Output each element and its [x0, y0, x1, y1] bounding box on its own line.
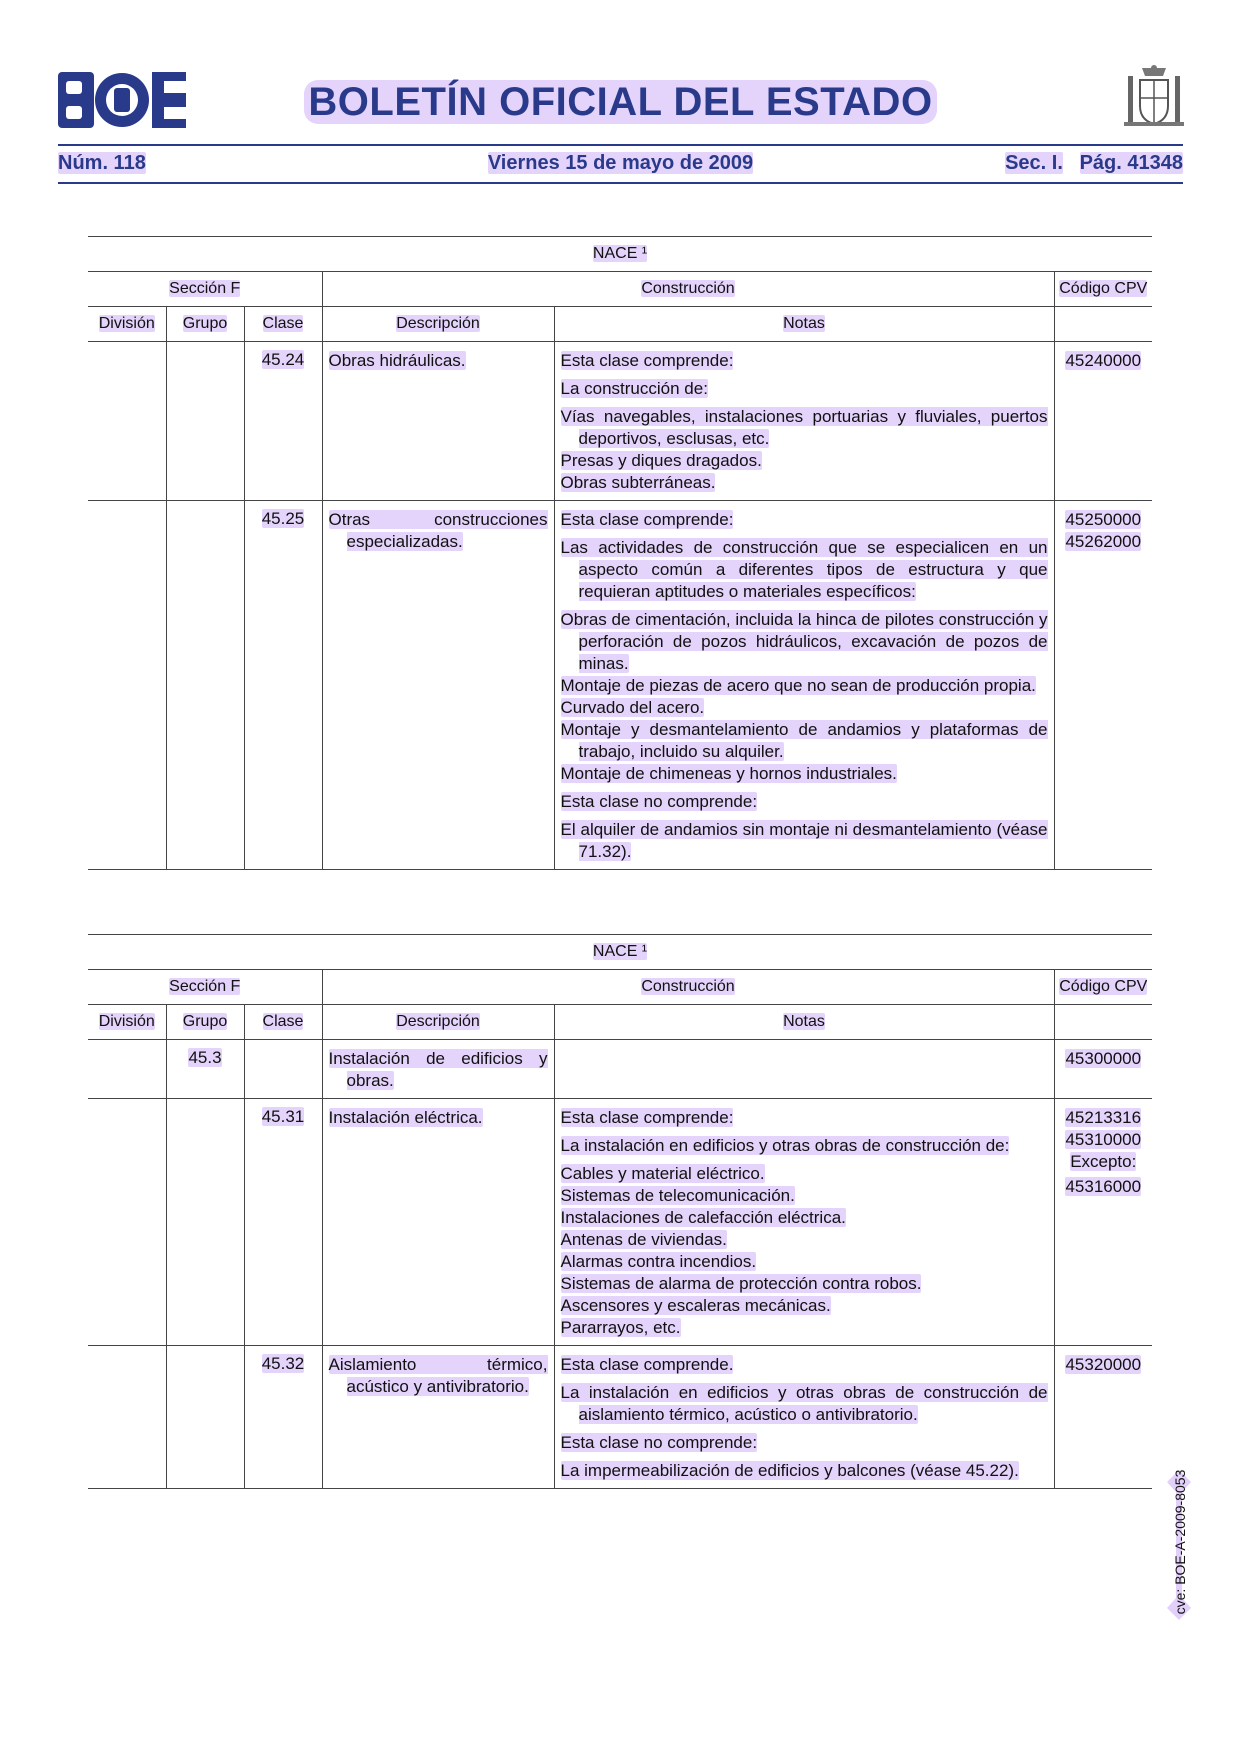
col-cpv — [1054, 1005, 1152, 1040]
cell-cpv — [1054, 1346, 1152, 1489]
cell-grupo: 45.3 — [166, 1040, 244, 1099]
note-line: Sistemas de alarma de protección contra robos. — [560, 1274, 922, 1293]
table-row — [88, 1346, 1152, 1489]
note-line: La instalación en edificios y otras obras de construcción de aislamiento térmico, acústico o antivibratorio. — [560, 1383, 1048, 1424]
coat-of-arms-icon — [1118, 62, 1190, 134]
note-line: Obras de cimentación, incluida la hinca de pilotes construcción y perforación de pozos hidráulicos, excavación de pozos de minas. — [560, 610, 1048, 673]
note-line: Montaje de chimeneas y hornos industriales. — [560, 764, 897, 783]
cell-notas — [554, 1040, 1054, 1099]
col-division: División — [88, 1005, 166, 1040]
cpv-header: Código CPV — [1054, 272, 1152, 307]
col-division: División — [88, 307, 166, 342]
issue-number: Núm. 118 — [58, 152, 146, 174]
cell-notas — [554, 342, 1054, 501]
cell-clase: 45.32 — [244, 1346, 322, 1489]
nace-table-2 — [88, 934, 1152, 1489]
col-descripcion: Descripción — [322, 1005, 554, 1040]
note-line: Antenas de viviendas. — [560, 1230, 727, 1249]
note-line: Sistemas de telecomunicación. — [560, 1186, 795, 1205]
nace-header: NACE ¹ — [88, 935, 1152, 970]
cell-descripcion: Aislamiento térmico, acústico y antivibratorio. — [322, 1346, 554, 1489]
cell-grupo — [166, 501, 244, 870]
table-row — [88, 1040, 1152, 1099]
cell-cpv — [1054, 342, 1152, 501]
cell-clase: 45.31 — [244, 1099, 322, 1346]
cell-notas — [554, 1099, 1054, 1346]
cell-division — [88, 342, 166, 501]
page-title: BOLETÍN OFICIAL DEL ESTADO — [0, 80, 1241, 125]
issue-date: Viernes 15 de mayo de 2009 — [487, 152, 754, 174]
col-clase: Clase — [244, 307, 322, 342]
section-header: Sección F — [88, 272, 322, 307]
note-line: Curvado del acero. — [560, 698, 705, 717]
cell-cpv — [1054, 501, 1152, 870]
note-line: Obras subterráneas. — [560, 473, 716, 492]
cell-descripcion: Instalación eléctrica. — [322, 1099, 554, 1346]
cpv-code: 45240000 — [1065, 351, 1142, 370]
col-notas: Notas — [554, 1005, 1054, 1040]
col-grupo: Grupo — [166, 307, 244, 342]
cell-clase: 45.24 — [244, 342, 322, 501]
cpv-code: 45250000 — [1065, 510, 1142, 529]
table-row — [88, 1099, 1152, 1346]
header-rule-bottom — [58, 182, 1183, 184]
cve-code — [1167, 1470, 1191, 1620]
col-clase: Clase — [244, 1005, 322, 1040]
cell-notas — [554, 1346, 1054, 1489]
nace-header: NACE ¹ — [88, 237, 1152, 272]
note-line: Esta clase comprende: — [560, 510, 734, 529]
note-line: Vías navegables, instalaciones portuarias y fluviales, puertos deportivos, esclusas, etc. — [560, 407, 1048, 448]
cell-grupo — [166, 1099, 244, 1346]
note-line: Esta clase comprende. — [560, 1355, 734, 1374]
cpv-code: 45300000 — [1065, 1049, 1142, 1068]
note-line: Esta clase comprende: — [560, 351, 734, 370]
note-line: La impermeabilización de edificios y balcones (véase 45.22). — [560, 1461, 1019, 1480]
issue-section-page: Sec. I. Pág. 41348 — [1005, 152, 1183, 174]
note-line: Esta clase comprende: — [560, 1108, 734, 1127]
col-descripcion: Descripción — [322, 307, 554, 342]
note-line: Instalaciones de calefacción eléctrica. — [560, 1208, 846, 1227]
note-line: Montaje y desmantelamiento de andamios y plataformas de trabajo, incluido su alquiler. — [560, 720, 1048, 761]
cell-clase: 45.25 — [244, 501, 322, 870]
cpv-header: Código CPV — [1054, 970, 1152, 1005]
note-line: Las actividades de construcción que se especialicen en un aspecto común a diferentes tipos de estructura y que requieran aptitudes o materiales específicos: — [560, 538, 1048, 601]
construction-header: Construcción — [322, 970, 1054, 1005]
cell-clase — [244, 1040, 322, 1099]
table-row — [88, 342, 1152, 501]
col-cpv — [1054, 307, 1152, 342]
cpv-code: 45262000 — [1065, 532, 1142, 551]
cell-cpv — [1054, 1040, 1152, 1099]
note-line: Ascensores y escaleras mecánicas. — [560, 1296, 831, 1315]
cell-cpv — [1054, 1099, 1152, 1346]
note-line: Esta clase no comprende: — [560, 792, 758, 811]
cell-division — [88, 1040, 166, 1099]
col-grupo: Grupo — [166, 1005, 244, 1040]
cell-notas — [554, 501, 1054, 870]
cpv-code: Excepto: — [1070, 1152, 1137, 1171]
note-line: El alquiler de andamios sin montaje ni desmantelamiento (véase 71.32). — [560, 820, 1048, 861]
header-rule-top — [58, 144, 1183, 146]
construction-header: Construcción — [322, 272, 1054, 307]
cell-descripcion: Otras construcciones especializadas. — [322, 501, 554, 870]
cell-grupo — [166, 1346, 244, 1489]
cpv-code: 45213316 — [1065, 1108, 1142, 1127]
note-line: Cables y material eléctrico. — [560, 1164, 765, 1183]
cell-descripcion: Instalación de edificios y obras. — [322, 1040, 554, 1099]
note-line: La instalación en edificios y otras obras de construcción de: — [560, 1136, 1010, 1155]
note-line: Pararrayos, etc. — [560, 1318, 681, 1337]
cpv-code: 45316000 — [1065, 1177, 1142, 1196]
note-line: Presas y diques dragados. — [560, 451, 762, 470]
section-header: Sección F — [88, 970, 322, 1005]
nace-table-1 — [88, 236, 1152, 870]
cpv-code: 45310000 — [1065, 1130, 1142, 1149]
cell-division — [88, 1346, 166, 1489]
cell-division — [88, 501, 166, 870]
cell-grupo — [166, 342, 244, 501]
cpv-code: 45320000 — [1065, 1355, 1142, 1374]
table-row — [88, 501, 1152, 870]
note-line: Esta clase no comprende: — [560, 1433, 758, 1452]
note-line: La construcción de: — [560, 379, 708, 398]
cell-division — [88, 1099, 166, 1346]
cell-descripcion: Obras hidráulicas. — [322, 342, 554, 501]
note-line: Alarmas contra incendios. — [560, 1252, 757, 1271]
cve-text: cve: BOE-A-2009-8053 — [1172, 1469, 1188, 1615]
col-notas: Notas — [554, 307, 1054, 342]
note-line: Montaje de piezas de acero que no sean de producción propia. — [560, 676, 1036, 695]
